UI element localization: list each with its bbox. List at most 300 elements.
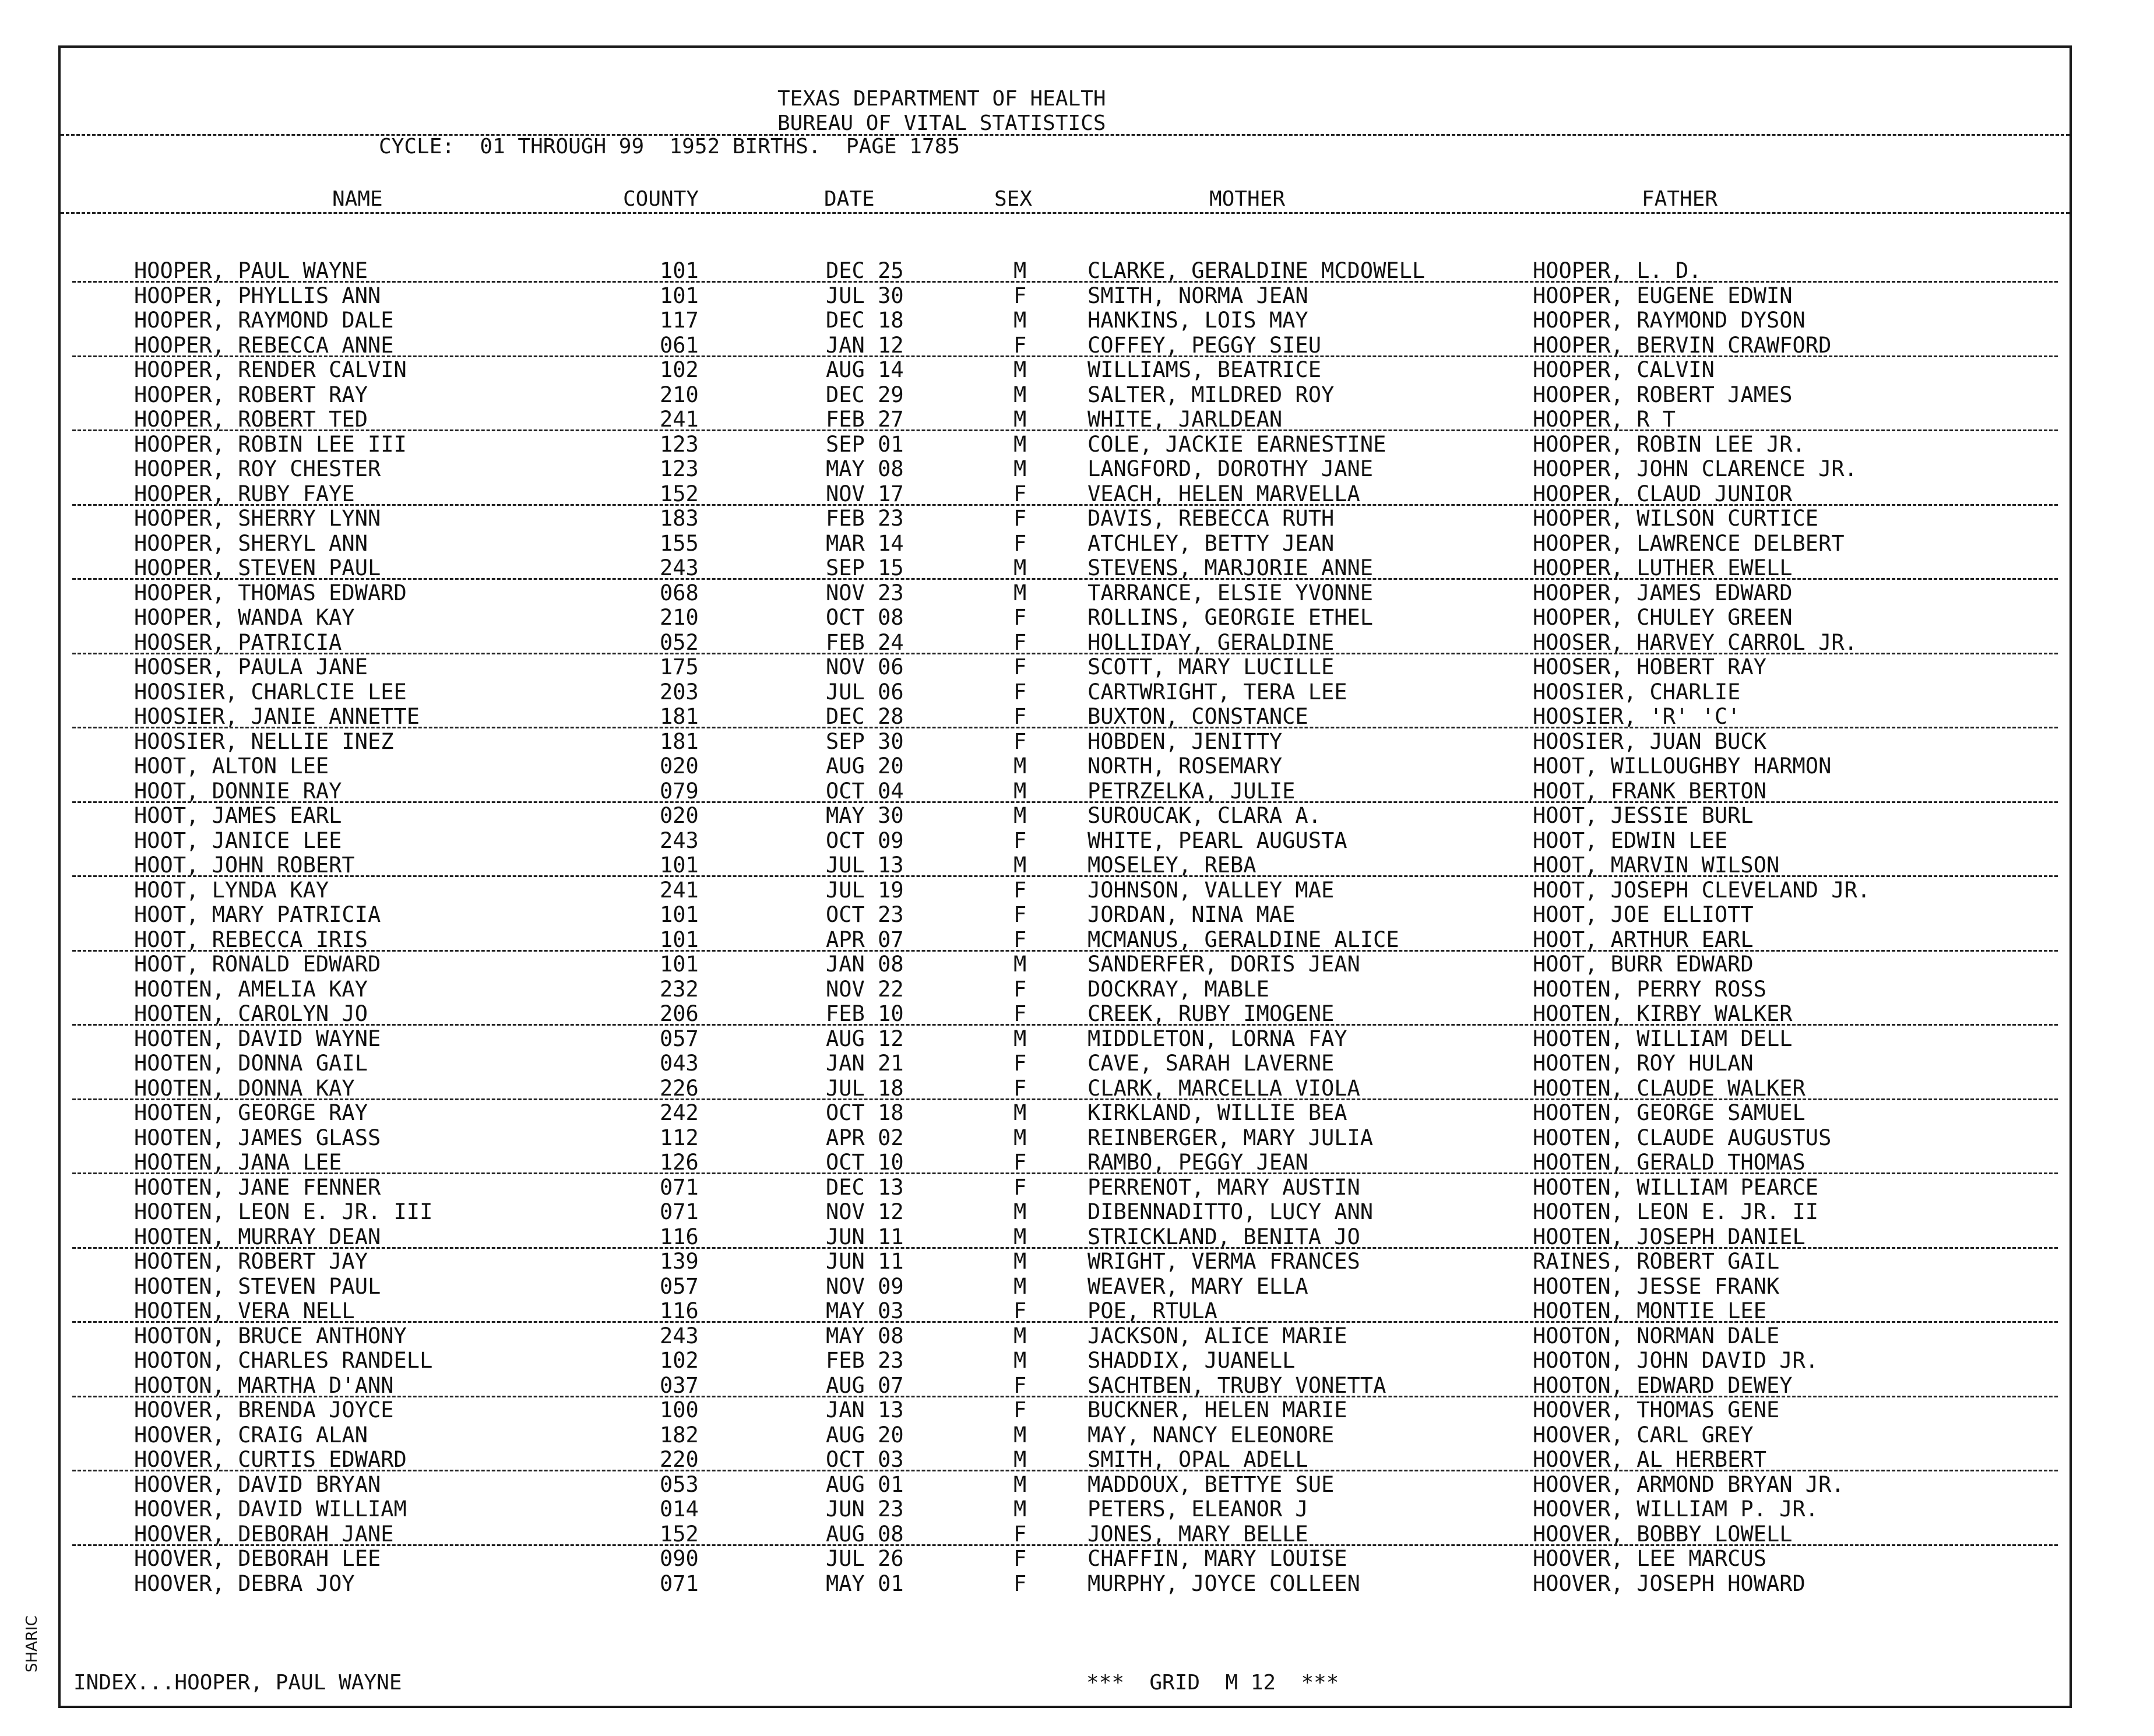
cell-county: 101 [660,283,699,308]
cell-father: HOOVER, AL HERBERT [1533,1447,1766,1472]
cell-date: JAN 08 [826,952,904,977]
cell-name: HOOTON, BRUCE ANTHONY [134,1323,407,1348]
cell-county: 226 [660,1075,699,1101]
cell-name: HOOPER, WANDA KAY [134,605,355,630]
cell-father: HOOPER, JOHN CLARENCE JR. [1533,456,1857,481]
cell-sex: F [1013,332,1027,358]
cell-sex: M [1013,1348,1027,1373]
cell-mother: SANDERFER, DORIS JEAN [1087,952,1360,977]
cell-father: HOOTEN, GEORGE SAMUEL [1533,1100,1805,1125]
cell-name: HOOSIER, NELLIE INEZ [134,728,394,754]
cell-county: 232 [660,976,699,1002]
cell-father: HOOVER, WILLIAM P. JR. [1533,1496,1819,1522]
cell-father: HOOVER, ARMOND BRYAN JR. [1533,1471,1845,1497]
cell-mother: CLARKE, GERALDINE MCDOWELL [1087,258,1426,283]
cell-county: 123 [660,431,699,457]
cell-date: AUG 01 [826,1471,904,1497]
cell-name: HOOPER, REBECCA ANNE [134,332,394,358]
cell-father: HOOPER, ROBERT JAMES [1533,382,1793,407]
cell-sex: M [1013,1100,1027,1125]
cell-county: 123 [660,456,699,481]
cell-mother: JONES, MARY BELLE [1087,1521,1308,1547]
cell-sex: M [1013,1224,1027,1249]
cell-name: HOOT, RONALD EDWARD [134,952,381,977]
cell-name: HOOPER, PAUL WAYNE [134,258,368,283]
cell-date: SEP 15 [826,555,904,580]
cell-county: 102 [660,1348,699,1373]
table-row [61,705,2069,729]
cell-sex: F [1013,1075,1027,1101]
cell-date: JUL 06 [826,679,904,705]
cell-county: 243 [660,827,699,853]
cell-name: HOOPER, STEVEN PAUL [134,555,381,580]
cell-county: 152 [660,1521,699,1547]
cell-date: JUN 11 [826,1224,904,1249]
cell-father: RAINES, ROBERT GAIL [1533,1249,1780,1274]
cell-name: HOOVER, DAVID WILLIAM [134,1496,407,1522]
cell-father: HOOPER, CALVIN [1533,357,1715,382]
cell-father: HOOT, FRANK BERTON [1533,778,1766,804]
cell-mother: ATCHLEY, BETTY JEAN [1087,530,1335,556]
cell-name: HOOTEN, JANA LEE [134,1150,342,1175]
cell-date: JUN 23 [826,1496,904,1522]
cell-mother: HANKINS, LOIS MAY [1087,308,1308,333]
cell-mother: MCMANUS, GERALDINE ALICE [1087,927,1399,952]
cell-name: HOOPER, ROBERT RAY [134,382,368,407]
cell-name: HOOTEN, GEORGE RAY [134,1100,368,1125]
table-row [61,878,2069,903]
cell-sex: F [1013,1571,1027,1596]
cell-sex: M [1013,1249,1027,1274]
cell-father: HOOPER, RAYMOND DYSON [1533,308,1805,333]
cell-father: HOOPER, L. D. [1533,258,1702,283]
cell-name: HOOT, REBECCA IRIS [134,927,368,952]
cell-county: 101 [660,853,699,878]
cell-county: 061 [660,332,699,358]
cell-father: HOOTEN, CLAUDE WALKER [1533,1075,1805,1101]
cell-county: 210 [660,605,699,630]
cell-county: 241 [660,877,699,903]
cell-county: 020 [660,803,699,828]
cell-sex: F [1013,827,1027,853]
cell-date: OCT 18 [826,1100,904,1125]
cell-date: MAR 14 [826,530,904,556]
footer-index: INDEX...HOOPER, PAUL WAYNE [73,1671,402,1695]
cell-sex: F [1013,1546,1027,1571]
cell-county: 243 [660,1323,699,1348]
column-header-date: DATE [824,187,875,211]
cell-father: HOOVER, BOBBY LOWELL [1533,1521,1793,1547]
table-row [61,1473,2069,1497]
cell-date: JAN 21 [826,1051,904,1076]
cell-sex: F [1013,1150,1027,1175]
table-row [61,432,2069,457]
cell-name: HOOTEN, CAROLYN JO [134,1001,368,1026]
cell-mother: COLE, JACKIE EARNESTINE [1087,431,1386,457]
table-row [61,1522,2069,1547]
cell-father: HOOPER, ROBIN LEE JR. [1533,431,1805,457]
cell-father: HOOT, JOSEPH CLEVELAND JR. [1533,877,1871,903]
cell-name: HOOPER, PHYLLIS ANN [134,283,381,308]
cell-name: HOOT, JAMES EARL [134,803,342,828]
cell-name: HOOPER, THOMAS EDWARD [134,580,407,605]
cell-sex: F [1013,629,1027,655]
table-row [61,1002,2069,1026]
cell-county: 071 [660,1571,699,1596]
cell-date: OCT 03 [826,1447,904,1472]
table-row [61,1175,2069,1200]
cell-county: 181 [660,728,699,754]
table-row [61,383,2069,407]
cell-mother: SCOTT, MARY LUCILLE [1087,654,1335,679]
cell-sex: M [1013,753,1027,779]
cell-mother: RAMBO, PEGGY JEAN [1087,1150,1308,1175]
cell-name: HOOVER, BRENDA JOYCE [134,1397,394,1422]
cell-name: HOOTEN, JANE FENNER [134,1174,381,1200]
cell-date: NOV 23 [826,580,904,605]
cell-county: 242 [660,1100,699,1125]
cell-mother: ROLLINS, GEORGIE ETHEL [1087,605,1374,630]
cell-sex: F [1013,1001,1027,1026]
cell-date: JAN 13 [826,1397,904,1422]
cell-mother: BUXTON, CONSTANCE [1087,704,1308,729]
cell-county: 182 [660,1422,699,1448]
cell-mother: CLARK, MARCELLA VIOLA [1087,1075,1360,1101]
cell-name: HOOT, LYNDA KAY [134,877,329,903]
cell-mother: COFFEY, PEGGY SIEU [1087,332,1321,358]
table-row [61,581,2069,605]
cell-sex: M [1013,357,1027,382]
cell-mother: SUROUCAK, CLARA A. [1087,803,1321,828]
table-row [61,1051,2069,1076]
cell-father: HOOPER, CLAUD JUNIOR [1533,481,1793,506]
cell-father: HOOT, ARTHUR EARL [1533,927,1754,952]
cell-sex: M [1013,258,1027,283]
cell-name: HOOSER, PATRICIA [134,629,342,655]
table-row [61,1572,2069,1596]
table-row [61,1374,2069,1398]
cell-name: HOOPER, SHERRY LYNN [134,506,381,531]
table-row [61,754,2069,779]
table-row [61,1423,2069,1448]
cell-name: HOOTEN, MURRAY DEAN [134,1224,381,1249]
table-row [61,680,2069,705]
cell-date: AUG 12 [826,1026,904,1051]
cell-sex: M [1013,1026,1027,1051]
cell-date: JUL 19 [826,877,904,903]
cell-mother: JACKSON, ALICE MARIE [1087,1323,1347,1348]
cell-father: HOOTEN, GERALD THOMAS [1533,1150,1805,1175]
table-row [61,1324,2069,1348]
table-row [61,1448,2069,1472]
cell-mother: NORTH, ROSEMARY [1087,753,1283,779]
cell-name: HOOT, JOHN ROBERT [134,853,355,878]
cell-mother: HOBDEN, JENITTY [1087,728,1283,754]
cell-name: HOOT, MARY PATRICIA [134,902,381,927]
cell-father: HOOTEN, LEON E. JR. II [1533,1199,1819,1224]
cell-mother: WHITE, PEARL AUGUSTA [1087,827,1347,853]
cell-name: HOOTEN, DAVID WAYNE [134,1026,381,1051]
cell-father: HOOT, BURR EDWARD [1533,952,1754,977]
table-row [61,779,2069,804]
table-row [61,506,2069,531]
table-row [61,1547,2069,1571]
cell-father: HOOT, JOE ELLIOTT [1533,902,1754,927]
cell-date: JUN 11 [826,1249,904,1274]
cell-father: HOOVER, THOMAS GENE [1533,1397,1780,1422]
cell-father: HOOTEN, JESSE FRANK [1533,1273,1780,1299]
cell-date: MAY 08 [826,456,904,481]
cell-name: HOOPER, ROY CHESTER [134,456,381,481]
cell-father: HOOVER, CARL GREY [1533,1422,1754,1448]
cell-name: HOOPER, RAYMOND DALE [134,308,394,333]
cell-date: NOV 22 [826,976,904,1002]
cell-father: HOOPER, BERVIN CRAWFORD [1533,332,1832,358]
cell-father: HOOTEN, MONTIE LEE [1533,1298,1766,1323]
cell-date: MAY 01 [826,1571,904,1596]
cell-name: HOOTEN, DONNA KAY [134,1075,355,1101]
cell-name: HOOTON, MARTHA D'ANN [134,1372,394,1398]
cell-county: 101 [660,258,699,283]
cell-county: 181 [660,704,699,729]
cell-sex: M [1013,1273,1027,1299]
cell-county: 052 [660,629,699,655]
cell-mother: BUCKNER, HELEN MARIE [1087,1397,1347,1422]
cell-date: NOV 12 [826,1199,904,1224]
cell-name: HOOVER, DEBRA JOY [134,1571,355,1596]
table-row [61,1274,2069,1299]
cell-sex: M [1013,853,1027,878]
cell-sex: F [1013,704,1027,729]
cell-date: MAY 03 [826,1298,904,1323]
cell-mother: DAVIS, REBECCA RUTH [1087,506,1335,531]
cell-mother: STEVENS, MARJORIE ANNE [1087,555,1374,580]
cell-county: 057 [660,1026,699,1051]
cell-date: AUG 07 [826,1372,904,1398]
cell-mother: JORDAN, NINA MAE [1087,902,1296,927]
cell-sex: M [1013,1496,1027,1522]
cell-mother: SMITH, OPAL ADELL [1087,1447,1308,1472]
cell-county: 090 [660,1546,699,1571]
table-row [61,655,2069,679]
cell-father: HOOPER, JAMES EDWARD [1533,580,1793,605]
cell-county: 112 [660,1125,699,1150]
table-row [61,531,2069,556]
cell-county: 243 [660,555,699,580]
cell-sex: M [1013,1422,1027,1448]
cell-county: 183 [660,506,699,531]
cell-sex: F [1013,530,1027,556]
cell-sex: F [1013,976,1027,1002]
cell-mother: MIDDLETON, LORNA FAY [1087,1026,1347,1051]
table-row [61,1200,2069,1224]
cell-father: HOOVER, LEE MARCUS [1533,1546,1766,1571]
cell-name: HOOSIER, CHARLCIE LEE [134,679,407,705]
cell-name: HOOVER, CURTIS EDWARD [134,1447,407,1472]
cell-name: HOOTON, CHARLES RANDELL [134,1348,433,1373]
cell-date: FEB 10 [826,1001,904,1026]
cell-father: HOOSIER, JUAN BUCK [1533,728,1766,754]
cell-county: 071 [660,1199,699,1224]
cell-mother: SALTER, MILDRED ROY [1087,382,1335,407]
cell-date: FEB 23 [826,506,904,531]
cell-date: MAY 30 [826,803,904,828]
table-row [61,556,2069,580]
table-row [61,928,2069,952]
cell-date: OCT 09 [826,827,904,853]
cell-name: HOOTEN, AMELIA KAY [134,976,368,1002]
cell-sex: F [1013,1051,1027,1076]
cell-name: HOOVER, DAVID BRYAN [134,1471,381,1497]
table-row [61,952,2069,977]
cell-date: APR 07 [826,927,904,952]
cell-date: AUG 20 [826,1422,904,1448]
cell-county: 155 [660,530,699,556]
cell-date: AUG 14 [826,357,904,382]
cell-name: HOOSIER, JANIE ANNETTE [134,704,420,729]
cell-sex: M [1013,456,1027,481]
cell-name: HOOT, JANICE LEE [134,827,342,853]
column-header-sex: SEX [994,187,1033,211]
cell-name: HOOT, ALTON LEE [134,753,329,779]
column-header-father: FATHER [1642,187,1718,211]
cell-name: HOOTEN, DONNA GAIL [134,1051,368,1076]
cell-father: HOOPER, R T [1533,407,1676,432]
cell-date: DEC 29 [826,382,904,407]
column-header-mother: MOTHER [1209,187,1286,211]
cell-county: 220 [660,1447,699,1472]
cell-name: HOOTEN, LEON E. JR. III [134,1199,433,1224]
cell-date: DEC 13 [826,1174,904,1200]
cell-mother: LANGFORD, DOROTHY JANE [1087,456,1374,481]
table-row [61,308,2069,333]
cell-father: HOOSER, HARVEY CARROL JR. [1533,629,1857,655]
cell-county: 101 [660,952,699,977]
table-row [61,1076,2069,1101]
cell-county: 210 [660,382,699,407]
cell-sex: M [1013,308,1027,333]
cell-sex: M [1013,778,1027,804]
table-row [61,730,2069,754]
table-row [61,804,2069,828]
cell-county: 203 [660,679,699,705]
cell-date: FEB 24 [826,629,904,655]
cell-date: DEC 18 [826,308,904,333]
cell-mother: HOLLIDAY, GERALDINE [1087,629,1335,655]
cell-sex: F [1013,1174,1027,1200]
cell-mother: PETRZELKA, JULIE [1087,778,1296,804]
cell-sex: F [1013,481,1027,506]
cell-sex: F [1013,506,1027,531]
cell-sex: F [1013,927,1027,952]
cell-father: HOOTEN, ROY HULAN [1533,1051,1754,1076]
cell-mother: KIRKLAND, WILLIE BEA [1087,1100,1347,1125]
cell-father: HOOT, MARVIN WILSON [1533,853,1780,878]
table-row [61,284,2069,308]
table-row [61,829,2069,853]
table-row [61,1348,2069,1373]
cell-mother: WILLIAMS, BEATRICE [1087,357,1321,382]
cell-father: HOOPER, CHULEY GREEN [1533,605,1793,630]
cell-father: HOOVER, JOSEPH HOWARD [1533,1571,1805,1596]
cell-mother: POE, RTULA [1087,1298,1217,1323]
cell-mother: DOCKRAY, MABLE [1087,976,1269,1002]
cell-date: OCT 04 [826,778,904,804]
cell-father: HOOPER, WILSON CURTICE [1533,506,1819,531]
cell-sex: M [1013,1447,1027,1472]
table-row [61,1299,2069,1323]
table-row [61,259,2069,283]
cell-date: DEC 25 [826,258,904,283]
cell-county: 101 [660,902,699,927]
cell-sex: M [1013,431,1027,457]
table-row [61,1497,2069,1522]
cell-mother: CHAFFIN, MARY LOUISE [1087,1546,1347,1571]
cell-date: JUL 26 [826,1546,904,1571]
cell-county: 175 [660,654,699,679]
table-row [61,1249,2069,1274]
cell-county: 241 [660,407,699,432]
column-header-county: COUNTY [623,187,699,211]
cell-county: 071 [660,1174,699,1200]
table-row [61,482,2069,506]
cell-date: JUL 18 [826,1075,904,1101]
table-row [61,1150,2069,1175]
cell-date: NOV 06 [826,654,904,679]
cell-name: HOOVER, CRAIG ALAN [134,1422,368,1448]
table-row [61,457,2069,481]
cell-date: MAY 08 [826,1323,904,1348]
cell-date: APR 02 [826,1125,904,1150]
cell-father: HOOT, EDWIN LEE [1533,827,1728,853]
cell-mother: SHADDIX, JUANELL [1087,1348,1296,1373]
cell-date: NOV 17 [826,481,904,506]
cell-mother: JOHNSON, VALLEY MAE [1087,877,1335,903]
cell-mother: STRICKLAND, BENITA JO [1087,1224,1360,1249]
cell-sex: F [1013,283,1027,308]
cell-father: HOOTON, EDWARD DEWEY [1533,1372,1793,1398]
cell-father: HOOPER, LAWRENCE DELBERT [1533,530,1845,556]
cell-county: 100 [660,1397,699,1422]
cell-name: HOOPER, ROBIN LEE III [134,431,407,457]
cell-father: HOOSER, HOBERT RAY [1533,654,1766,679]
cell-county: 152 [660,481,699,506]
cell-name: HOOVER, DEBORAH LEE [134,1546,381,1571]
cell-sex: M [1013,407,1027,432]
cell-date: SEP 01 [826,431,904,457]
side-label: SHARIC [23,1615,41,1672]
table-row [61,853,2069,878]
cycle-line: CYCLE: 01 THROUGH 99 1952 BIRTHS. PAGE 1785 [379,135,960,159]
cell-father: HOOPER, EUGENE EDWIN [1533,283,1793,308]
cell-date: JUL 13 [826,853,904,878]
cell-sex: F [1013,1372,1027,1398]
cell-mother: TARRANCE, ELSIE YVONNE [1087,580,1374,605]
column-header-divider [61,212,2069,214]
header-divider-top [61,134,2069,136]
cell-mother: PERRENOT, MARY AUSTIN [1087,1174,1360,1200]
cell-mother: WEAVER, MARY ELLA [1087,1273,1308,1299]
cell-county: 068 [660,580,699,605]
cell-county: 117 [660,308,699,333]
cell-sex: M [1013,1323,1027,1348]
table-row [61,407,2069,432]
table-row [61,333,2069,358]
table-row [61,605,2069,630]
footer-grid: *** GRID M 12 *** [1086,1671,1339,1695]
cell-father: HOOT, WILLOUGHBY HARMON [1533,753,1832,779]
cell-mother: WHITE, JARLDEAN [1087,407,1283,432]
